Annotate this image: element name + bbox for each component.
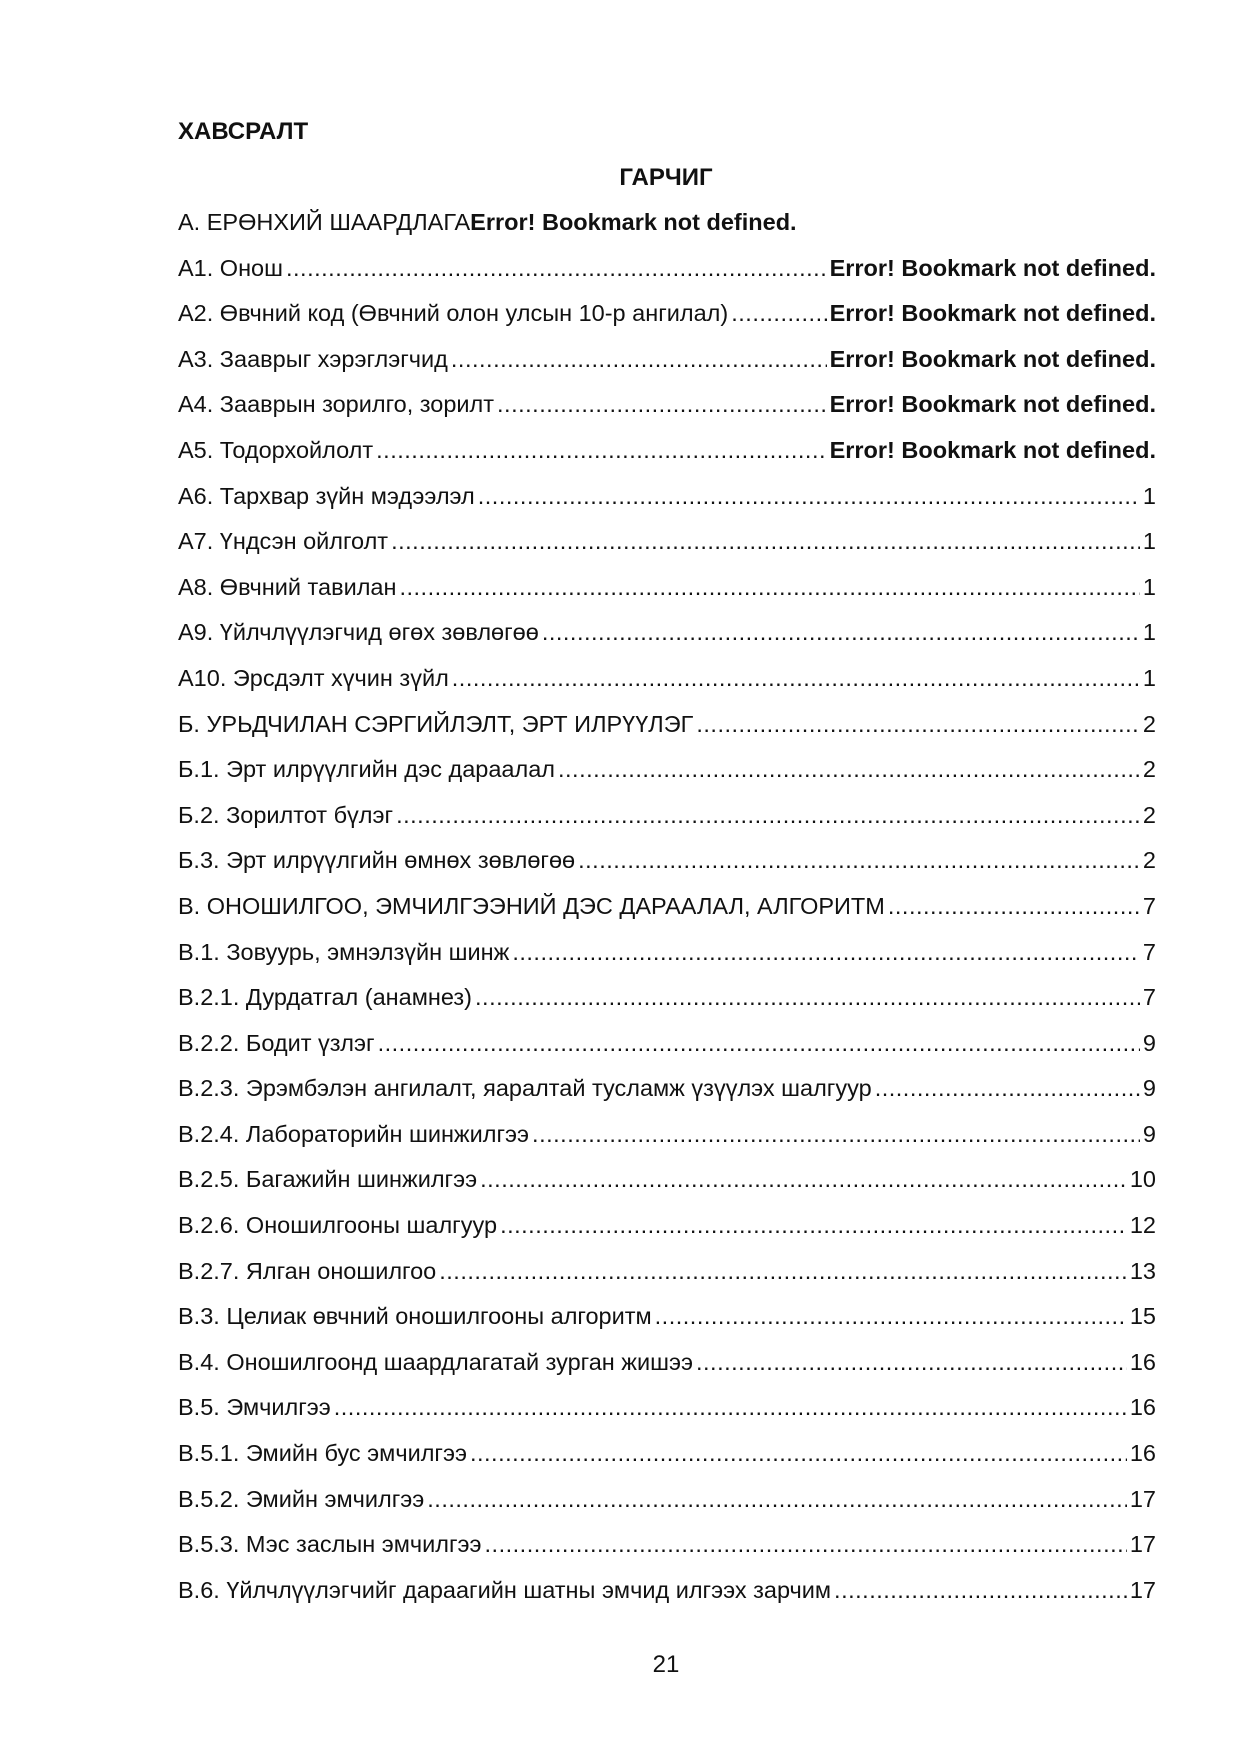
toc-entry[interactable] xyxy=(178,891,1156,937)
toc-dot-leader xyxy=(427,1484,1127,1514)
toc-dot-leader xyxy=(334,1392,1127,1422)
toc-entry-label: В.2.2. Бодит үзлэг xyxy=(178,1029,375,1056)
toc-entry-page: 13 xyxy=(1129,1257,1156,1284)
toc-entry-label: А7. Үндсэн ойлголт xyxy=(178,528,389,555)
toc-entry-page: 17 xyxy=(1129,1576,1156,1603)
toc-entry-page: Error! Bookmark not defined. xyxy=(829,345,1156,372)
toc-entry[interactable] xyxy=(178,709,1156,755)
toc-dot-leader xyxy=(480,1164,1127,1194)
toc-entry-page: 9 xyxy=(1142,1120,1156,1147)
toc-entry-label: А3. Заавpыг хэрэглэгчид xyxy=(178,345,448,372)
toc-entry-label: А9. Үйлчлүүлэгчид өгөх зөвлөгөө xyxy=(178,619,539,646)
toc-entry-label: В. ОНОШИЛГОО, ЭМЧИЛГЭЭНИЙ ДЭС ДАРААЛАЛ, АЛГОРИТМ xyxy=(178,892,885,919)
page-number: 21 xyxy=(652,1651,680,1678)
toc-entry-label: В.2.1. Дурдатгал (анамнез) xyxy=(178,984,473,1011)
toc-entry-page: 16 xyxy=(1129,1394,1156,1421)
toc-entry-page: 9 xyxy=(1142,1029,1156,1056)
toc-entry[interactable] xyxy=(178,572,1156,618)
toc-entry-page: 1 xyxy=(1142,664,1156,691)
toc-dot-leader xyxy=(485,1529,1127,1559)
toc-dot-leader xyxy=(532,1119,1140,1149)
toc-entry-page: 1 xyxy=(1142,528,1156,555)
toc-dot-leader xyxy=(475,982,1140,1012)
toc-dot-leader xyxy=(500,1210,1127,1240)
toc-entry-label: В.5.2. Эмийн эмчилгээ xyxy=(178,1485,425,1512)
toc-dot-leader xyxy=(888,891,1140,921)
toc-entry-page: 7 xyxy=(1142,984,1156,1011)
toc-entry-page: 12 xyxy=(1129,1212,1156,1239)
toc-entry-label: Б.3. Эрт илрүүлгийн өмнөх зөвлөгөө xyxy=(178,847,576,874)
toc-entry-label: В.2.7. Ялган оношилгоо xyxy=(178,1257,437,1284)
toc-dot-leader xyxy=(875,1073,1140,1103)
toc-entry-label: В.5.3. Мэс заслын эмчилгээ xyxy=(178,1531,482,1558)
toc-entry-label: В.4. Оношилгоонд шаардлагатай зурган жишээ xyxy=(178,1348,693,1375)
toc-dot-leader xyxy=(470,1438,1127,1468)
toc-entry-label: В.6. Үйлчлүүлэгчийг дараагийн шатны эмчид илгээх зарчим xyxy=(178,1576,832,1603)
toc-entry-label: В.2.6. Оношилгооны шалгуур xyxy=(178,1212,498,1239)
toc-entry-label: А. ЕРӨНХИЙ ШААРДЛАГА xyxy=(178,209,471,235)
toc-dot-leader xyxy=(512,937,1140,967)
toc-entry-label: А4. Зааврын зорилго, зорилт xyxy=(178,391,495,418)
toc-dot-leader xyxy=(286,253,827,283)
toc-entry[interactable] xyxy=(178,1210,1156,1256)
toc-entry-page: 10 xyxy=(1129,1166,1156,1193)
toc-entry-label: В.5.1. Эмийн бус эмчилгээ xyxy=(178,1440,467,1467)
toc-entry-page: Error! Bookmark not defined. xyxy=(829,300,1156,327)
toc-entry-page: Error! Bookmark not defined. xyxy=(829,436,1156,463)
toc-dot-leader xyxy=(696,1347,1127,1377)
toc-entry[interactable] xyxy=(178,481,1156,527)
toc-entry[interactable] xyxy=(178,1164,1156,1210)
toc-entry-label: В.5. Эмчилгээ xyxy=(178,1394,331,1421)
toc-entry-page: 7 xyxy=(1142,938,1156,965)
toc-entry[interactable] xyxy=(178,1256,1156,1302)
toc-dot-leader xyxy=(834,1575,1127,1605)
toc-entry-label: В.1. Зовуурь, эмнэлзүйн шинж xyxy=(178,938,510,965)
toc-dot-leader xyxy=(696,709,1140,739)
toc-entry-label: В.2.3. Эрэмбэлэн ангилалт, яаралтай тусламж үзүүлэх шалгуур xyxy=(178,1075,872,1102)
toc-entry-label: Б.2. Зорилтот бүлэг xyxy=(178,801,394,828)
toc-entry[interactable] xyxy=(178,617,1156,663)
toc-entry-label: В.2.5. Багажийн шинжилгээ xyxy=(178,1166,478,1193)
toc-entry[interactable] xyxy=(178,1347,1156,1393)
toc-entry[interactable] xyxy=(178,1438,1156,1484)
appendix-title: ХАВСРАЛТ xyxy=(178,118,309,145)
toc-entry[interactable] xyxy=(178,845,1156,891)
toc-entry[interactable] xyxy=(178,344,1156,390)
toc-entry-page: 17 xyxy=(1129,1531,1156,1558)
toc-entry[interactable] xyxy=(178,389,1156,435)
toc-entry-label: А1. Онош xyxy=(178,254,283,281)
toc-dot-leader xyxy=(731,298,826,328)
toc-dot-leader xyxy=(391,526,1140,556)
toc-entry-label: В.2.4. Лабораторийн шинжилгээ xyxy=(178,1120,530,1147)
toc-entry-error: Error! Bookmark not defined. xyxy=(470,209,797,235)
toc-entry-label: Б.1. Эрт илрүүлгийн дэс дараалал xyxy=(178,756,555,783)
toc-dot-leader xyxy=(558,754,1140,784)
toc-dot-leader xyxy=(396,800,1140,830)
toc-entries xyxy=(178,253,1156,1621)
toc-dot-leader xyxy=(578,845,1140,875)
toc-title: ГАРЧИГ xyxy=(619,164,713,191)
toc-entry-label: А6. Тархвар зүйн мэдээлэл xyxy=(178,482,475,509)
toc-entry-label: А5. Тодорхойлолт xyxy=(178,436,374,463)
toc-dot-leader xyxy=(439,1256,1127,1286)
toc-entry-page: 1 xyxy=(1142,573,1156,600)
toc-entry[interactable] xyxy=(178,800,1156,846)
toc-entry[interactable] xyxy=(178,663,1156,709)
toc-entry[interactable] xyxy=(178,1301,1156,1347)
toc-entry-first[interactable] xyxy=(178,207,1156,253)
toc-entry[interactable] xyxy=(178,937,1156,983)
toc-dot-leader xyxy=(497,389,827,419)
toc-entry-page: 2 xyxy=(1142,847,1156,874)
table-of-contents xyxy=(178,207,1156,1620)
toc-dot-leader xyxy=(451,344,827,374)
toc-entry[interactable] xyxy=(178,754,1156,800)
toc-entry[interactable] xyxy=(178,1529,1156,1575)
toc-entry-label: А8. Өвчний тавилан xyxy=(178,573,397,600)
toc-entry-label: Б. УРЬДЧИЛАН СЭРГИЙЛЭЛТ, ЭРТ ИЛРҮҮЛЭГ xyxy=(178,710,694,737)
toc-dot-leader xyxy=(478,481,1140,511)
toc-entry-page: 17 xyxy=(1129,1485,1156,1512)
toc-entry-page: 7 xyxy=(1142,892,1156,919)
toc-dot-leader xyxy=(452,663,1140,693)
toc-dot-leader xyxy=(378,1028,1140,1058)
toc-entry[interactable] xyxy=(178,298,1156,344)
toc-entry-label: А2. Өвчний код (Өвчний олон улсын 10-р ангилал) xyxy=(178,300,729,327)
toc-entry-page: 16 xyxy=(1129,1348,1156,1375)
toc-entry-page: 1 xyxy=(1142,482,1156,509)
toc-entry-page: 2 xyxy=(1142,801,1156,828)
toc-entry[interactable] xyxy=(178,253,1156,299)
toc-entry-page: 15 xyxy=(1129,1303,1156,1330)
toc-entry-page: Error! Bookmark not defined. xyxy=(829,254,1156,281)
toc-dot-leader xyxy=(542,617,1140,647)
toc-entry-page: Error! Bookmark not defined. xyxy=(829,391,1156,418)
toc-entry[interactable] xyxy=(178,526,1156,572)
toc-dot-leader xyxy=(376,435,826,465)
toc-entry[interactable] xyxy=(178,1575,1156,1621)
toc-entry-page: 2 xyxy=(1142,756,1156,783)
toc-entry[interactable] xyxy=(178,1073,1156,1119)
toc-entry-label: А10. Эрсдэлт хүчин зүйл xyxy=(178,664,449,691)
toc-entry[interactable] xyxy=(178,1484,1156,1530)
toc-entry[interactable] xyxy=(178,1119,1156,1165)
toc-entry-label: В.3. Целиак өвчний оношилгооны алгоритм xyxy=(178,1303,652,1330)
toc-entry[interactable] xyxy=(178,435,1156,481)
toc-entry-page: 9 xyxy=(1142,1075,1156,1102)
toc-entry[interactable] xyxy=(178,1392,1156,1438)
toc-entry-page: 2 xyxy=(1142,710,1156,737)
toc-entry-page: 16 xyxy=(1129,1440,1156,1467)
toc-dot-leader xyxy=(399,572,1139,602)
toc-entry[interactable] xyxy=(178,982,1156,1028)
toc-dot-leader xyxy=(655,1301,1127,1331)
toc-entry[interactable] xyxy=(178,1028,1156,1074)
toc-entry-page: 1 xyxy=(1142,619,1156,646)
